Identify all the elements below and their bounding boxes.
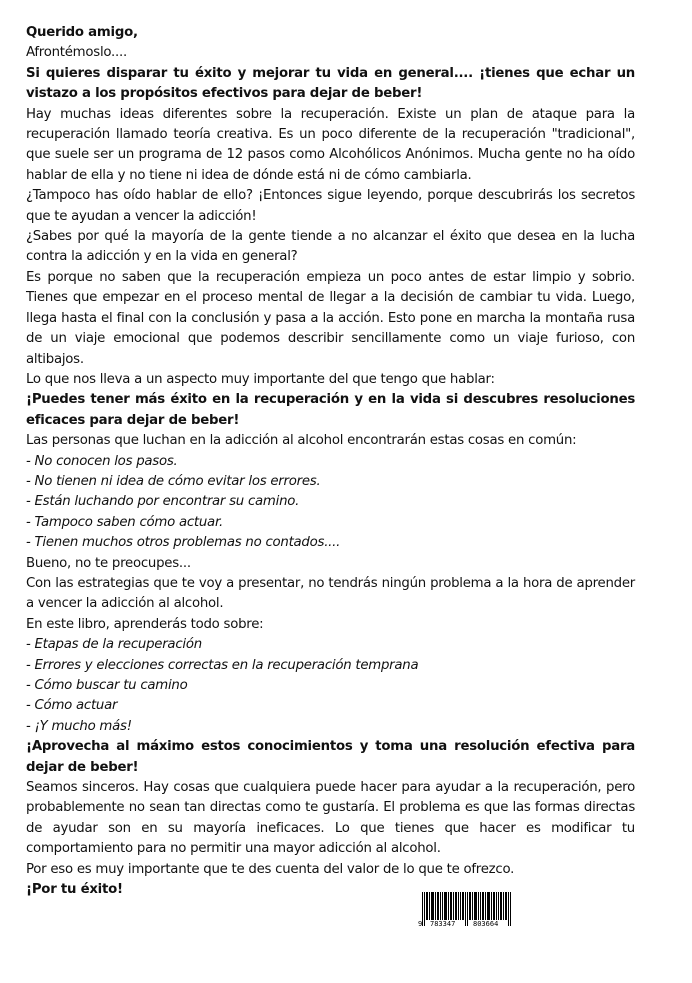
headline-exito: ¡Puedes tener más éxito en la recuperación y en la vida si descubres resoluciones eficaces para dejar de beber! — [26, 392, 635, 428]
barcode-group-right: 803664 — [473, 920, 499, 928]
paragraph-sinceros: Seamos sinceros. Hay cosas que cualquiera puede hacer para ayudar a la recuperación, pero probablemente no sean tan directas como te gustaría. El problema es que las formas directas de ayudar son en su mayoría ineficaces. Lo que tienes que hacer es modificar tu comportamiento para no permitir una mayor adicción al alcohol. — [26, 780, 635, 857]
barcode — [418, 892, 518, 928]
problem-item: - Están luchando por encontrar su camino. — [26, 494, 300, 510]
paragraph-ideas: Hay muchas ideas diferentes sobre la recuperación. Existe un plan de ataque para la recuperación llamado teoría creativa. Es un poco diferente de la recuperación "tradicional", que suele ser un programa de 12 pasos como Alcohólicos Anónimos. Mucha gente no ha oído hablar de ella y no tiene ni idea de dónde está ni de cómo cambiarla. — [26, 106, 635, 183]
paragraph-bueno: Bueno, no te preocupes... — [26, 555, 191, 571]
closing: ¡Por tu éxito! — [26, 882, 123, 898]
paragraph-tampoco: ¿Tampoco has oído hablar de ello? ¡Entonces sigue leyendo, porque descubrirás los secretos que te ayudan a vencer la adicción! — [26, 188, 635, 224]
topic-item: - Etapas de la recuperación — [26, 637, 202, 653]
topic-item: - Cómo buscar tu camino — [26, 678, 188, 693]
paragraph-sabes: ¿Sabes por qué la mayoría de la gente tiende a no alcanzar el éxito que desea en la lucha contra la adicción y en la vida en general? — [26, 229, 635, 265]
paragraph-valor: Por eso es muy importante que te des cuenta del valor de lo que te ofrezco. — [26, 861, 515, 877]
paragraph-estrategias: Con las estrategias que te voy a presentar, no tendrás ningún problema a la hora de aprender a vencer la adicción al alcohol. — [26, 575, 635, 612]
letter-body — [26, 23, 635, 900]
paragraph-aspecto: Lo que nos lleva a un aspecto muy importante del que tengo que hablar: — [26, 371, 495, 387]
headline: Si quieres disparar tu éxito y mejorar tu vida en general.... ¡tienes que echar un vistazo a los propósitos efectivos para dejar de beber! — [26, 65, 635, 102]
topic-item: - Cómo actuar — [26, 698, 118, 714]
greeting: Querido amigo, — [26, 25, 138, 40]
opener: Afrontémoslo.... — [26, 45, 127, 61]
problem-item: - Tienen muchos otros problemas no contados.... — [26, 535, 341, 551]
topic-item: - Errores y elecciones correctas en la recuperación temprana — [26, 657, 419, 673]
barcode-digit-lead: 9 — [418, 920, 423, 928]
barcode-group-left: 783347 — [430, 920, 456, 928]
topic-item: - ¡Y mucho más! — [26, 718, 132, 734]
problem-item: - No tienen ni idea de cómo evitar los errores. — [26, 473, 321, 489]
headline-aprovecha: ¡Aprovecha al máximo estos conocimientos y toma una resolución efectiva para dejar de beber! — [26, 739, 635, 775]
problem-item: - No conocen los pasos. — [26, 453, 178, 469]
paragraph-porque: Es porque no saben que la recuperación empieza un poco antes de estar limpio y sobrio. Tienes que empezar en el proceso mental de llegar a la decisión de cambiar tu vida. Luego, llega hasta el final con la conclusión y pasa a la acción. Esto pone en marcha la montaña rusa de un viaje emocional que podemos describir sencillamente como un viaje furioso, con altibajos. — [26, 269, 635, 367]
paragraph-libro: En este libro, aprenderás todo sobre: — [26, 616, 264, 632]
problem-item: - Tampoco saben cómo actuar. — [26, 514, 223, 530]
paragraph-personas: Las personas que luchan en la adicción al alcohol encontrarán estas cosas en común: — [26, 433, 577, 449]
